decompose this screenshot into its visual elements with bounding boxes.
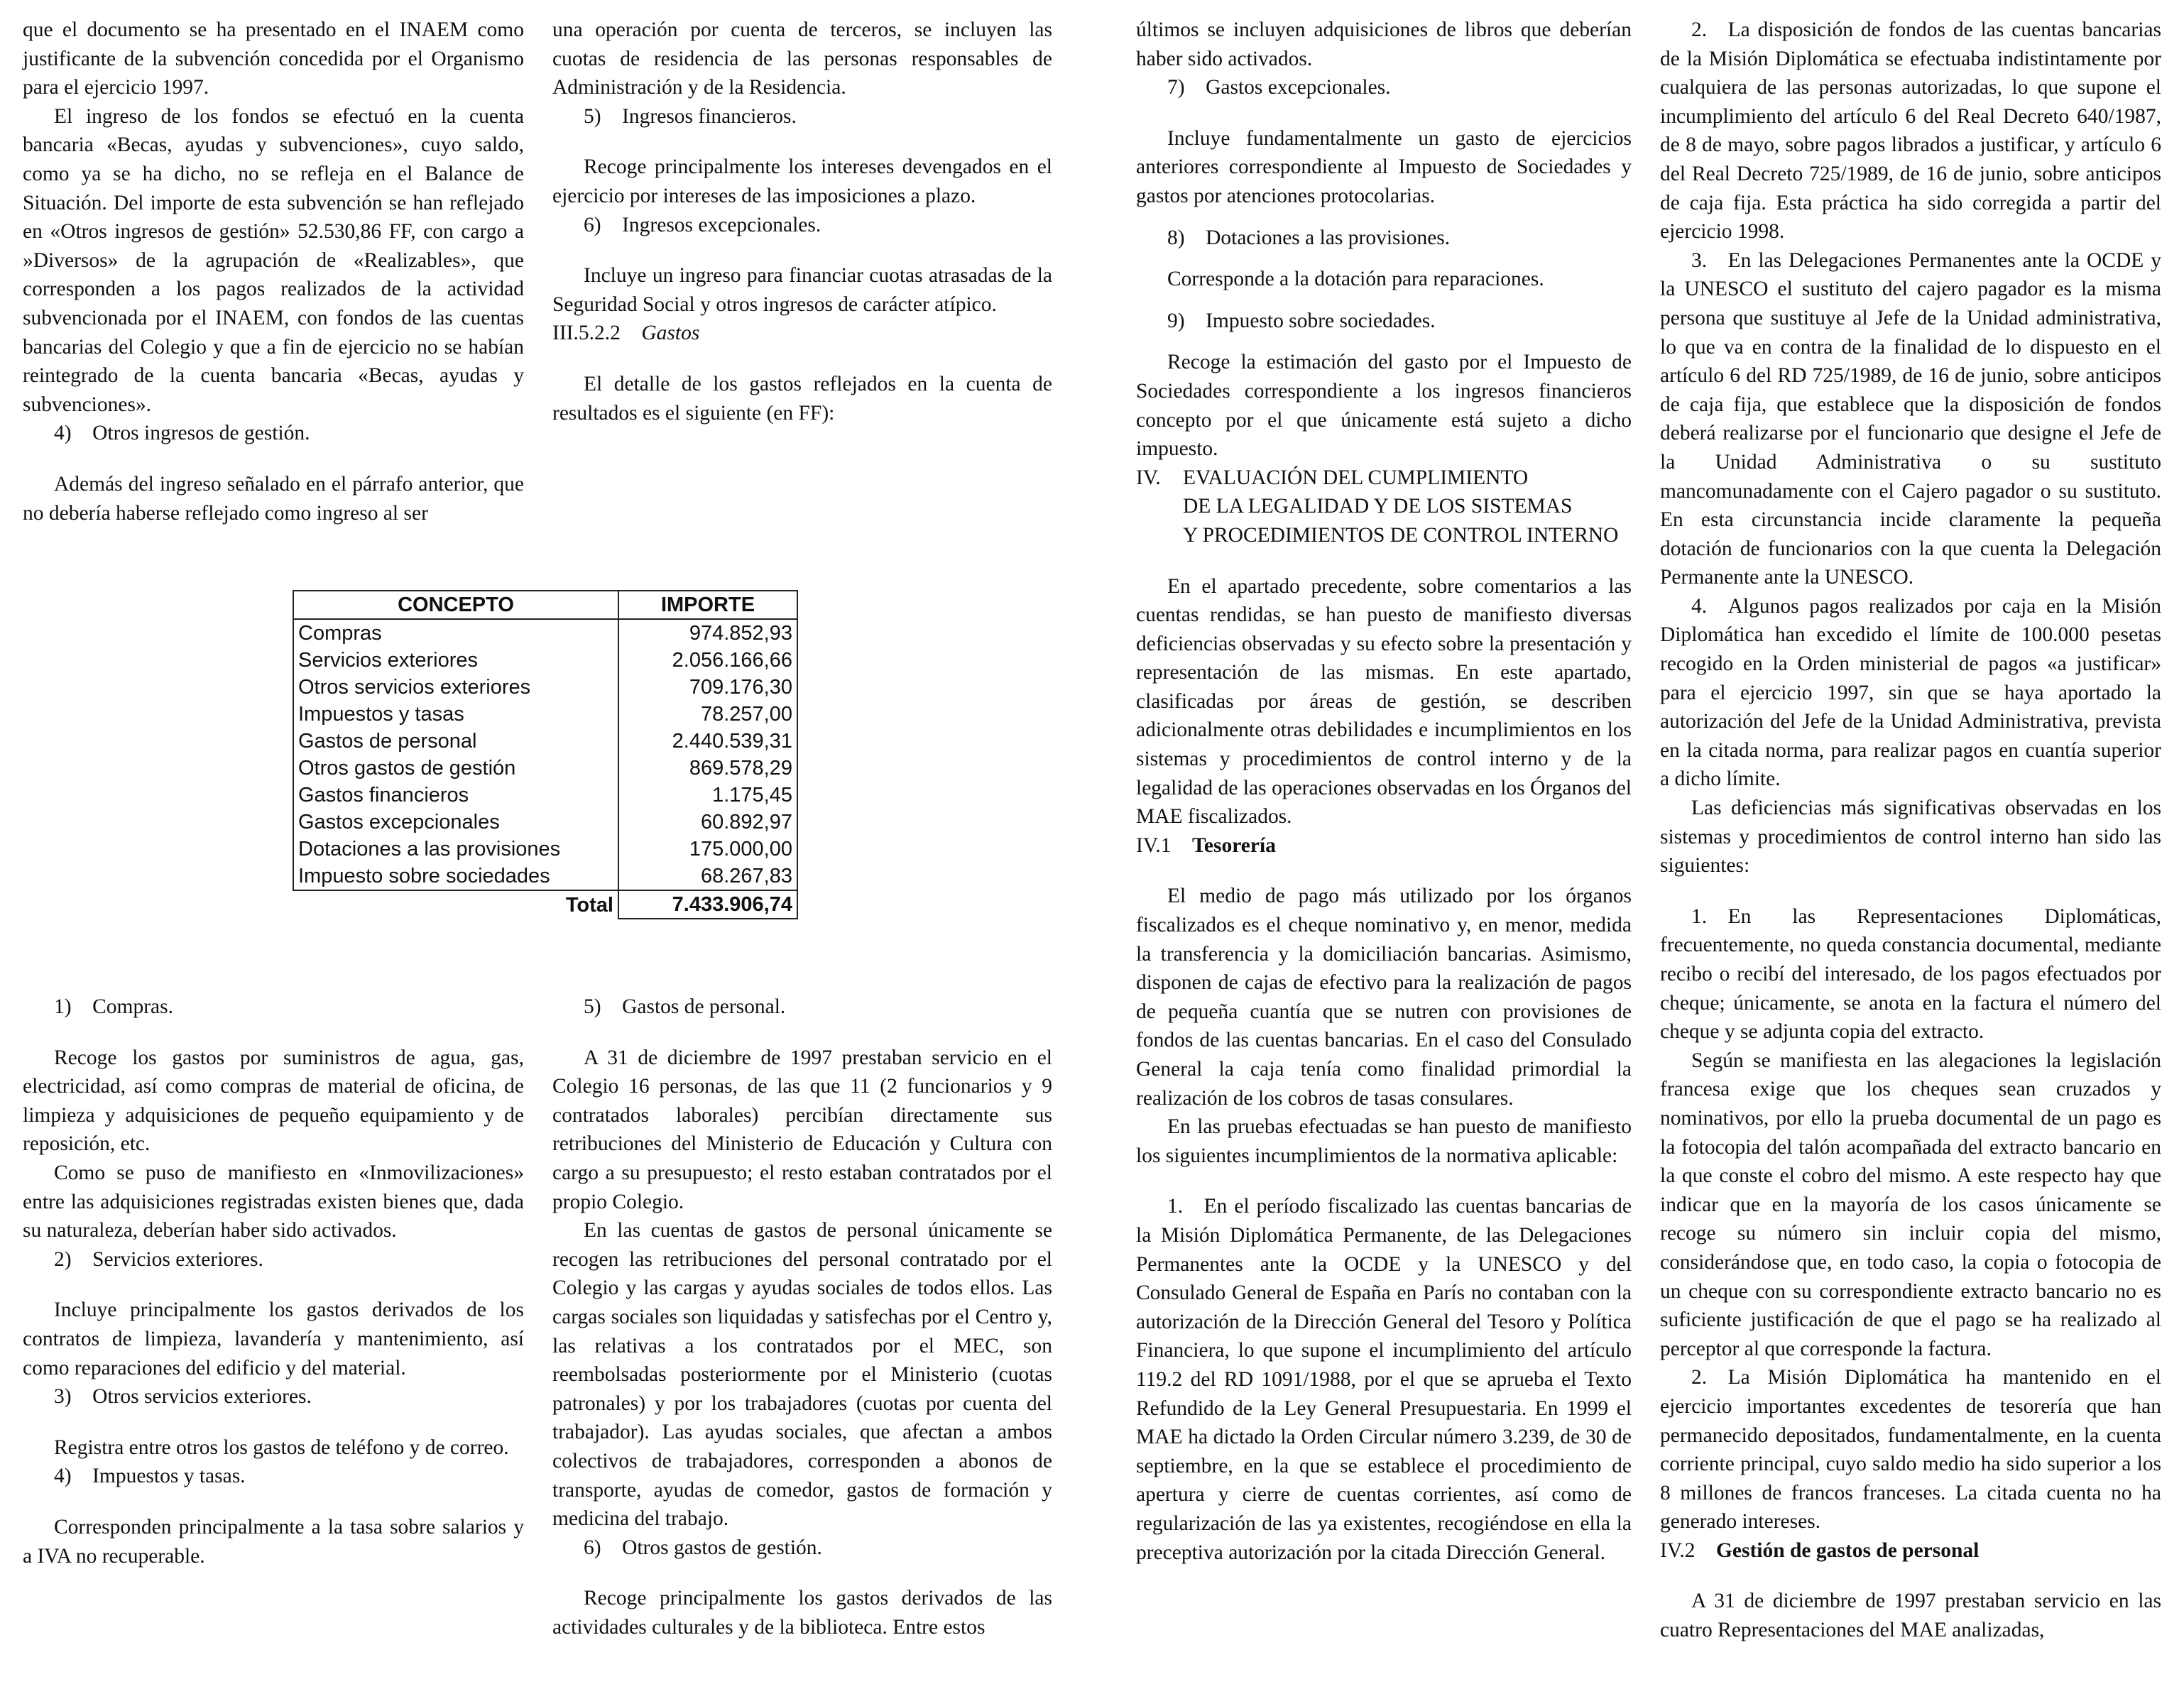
paragraph: En las pruebas efectuadas se han puesto de manifiesto los siguientes incumplimientos de la normativa aplicable:: [1136, 1115, 1632, 1167]
paragraph: El medio de pago más utilizado por los órganos fiscalizados es el cheque nominativo y, en menor, medida la transferencia y la domiciliación bancarias. Asimismo, disponen de cajas de efectivo para la realización de pagos de pequeña cuantía que se nutren con provisiones de fondos de las cuentas bancarias. En el caso del Consulado General la caja tenía como finalidad primordial la realización de los cobros de tasas consulares.: [1136, 885, 1632, 1110]
paragraph: En las cuentas de gastos de personal únicamente se recogen las retribuciones del personal contratado por el Colegio y las cargas y ayudas sociales de todos ellos. Las cargas sociales son liquidadas y satisfechas por el Centro y, las relativas a los contratados por el MEC, son reembolsadas posteriormente por el Ministerio (cuotas patronales) y por los trabajadores (cuotas por cuenta del trabajador). Las ayudas sociales, que afectan a ambos colectivos de trabajadores, corresponden a abonos de transporte, ayudas de comedor, gastos de formación y medicina del trabajo.: [552, 1219, 1052, 1531]
concept-cell: Servicios exteriores: [293, 647, 618, 674]
table-total-row: [293, 890, 797, 919]
paragraph: 1. En el período fiscalizado las cuentas bancarias de la Misión Diplomática Permanente, de las Delegaciones Permanentes ante la OCDE y la UNESCO y del Consulado General de España en París no contaban con la autorización de la Dirección General del Tesoro y Política Financiera, lo que supone el incumplimiento del artículo 119.2 del RD 1091/1988, por el que se aprueba el Texto Refundido de la Ley General Presupuestaria. En 1999 el MAE ha dictado la Orden Circular número 3.239, de 30 de septiembre, en la que se establece el procedimiento de apertura y cierre de cuentas corrientes, así como de regularización de las ya existentes, recogiéndose en ella la preceptiva autorización por la citada Dirección General.: [1136, 1195, 1632, 1564]
section-title-line: Y PROCEDIMIENTOS DE CONTROL INTERNO: [1183, 523, 1619, 547]
paragraph: 4. Algunos pagos realizados por caja en la Misión Diplomática han excedido el límite de 100.000 pesetas recogido en la Orden ministerial de pagos «a justificar» para el ejercicio 1997, sin que se haya aportado la autorización del Jefe de la Unidad Administrativa, prevista en la citada norma, para realizar pagos en cuantía superior a dicho límite.: [1660, 594, 2161, 791]
column-3: [1136, 16, 1632, 1567]
amount-cell: 869.578,29: [618, 755, 797, 782]
column-2: [552, 16, 1052, 427]
heading-title: Gestión de gastos de personal: [1715, 1538, 1980, 1562]
list-item: 6) Ingresos excepcionales.: [584, 213, 821, 236]
table-row: [293, 755, 797, 782]
table-row: [293, 836, 797, 863]
list-item: 3) Otros servicios exteriores.: [54, 1385, 312, 1409]
expenses-table: [293, 590, 798, 919]
amount-cell: 974.852,93: [618, 619, 797, 647]
list-item: 4) Otros ingresos de gestión.: [54, 422, 310, 445]
paragraph: En el apartado precedente, sobre comentarios a las cuentas rendidas, se han puesto de manifiesto diversas deficiencias observadas y su efecto sobre la presentación y representación de las mismas. En este apartado, clasificadas por áreas de gestión, se describen adicionalmente otras debilidades e incumplimientos en los sistemas y procedimientos de control interno y de la legalidad de las operaciones observadas en los Órganos del MAE fiscalizados.: [1136, 574, 1632, 829]
column-1: [23, 16, 524, 528]
concept-cell: Compras: [293, 619, 618, 647]
table-row: [293, 619, 797, 647]
table-row: [293, 647, 797, 674]
paragraph: A 31 de diciembre de 1997 prestaban servicio en el Colegio 16 personas, de las que 11 (2 funcionarios y 9 contratados laborales) percibían directamente sus retribuciones del Ministerio de Educación y Cultura con cargo a su presupuesto; el resto estaban contratados por el propio Colegio.: [552, 1046, 1052, 1213]
table-row: [293, 782, 797, 809]
list-item: 5) Gastos de personal.: [584, 995, 786, 1018]
list-item: 2) Servicios exteriores.: [54, 1247, 263, 1271]
amount-cell: 2.056.166,66: [618, 647, 797, 674]
list-item: 8) Dotaciones a las provisiones.: [1167, 226, 1451, 249]
concept-cell: Gastos financieros: [293, 782, 618, 809]
paragraph: Incluye fundamentalmente un gasto de ejercicios anteriores correspondiente al Impuesto de Sociedades y gastos por atenciones protocolarias.: [1136, 126, 1632, 207]
table-row: [293, 728, 797, 755]
paragraph: Recoge principalmente los intereses devengados en el ejercicio por intereses de las imposiciones a plazo.: [552, 155, 1052, 207]
paragraph: Recoge los gastos por suministros de agua, gas, electricidad, así como compras de material de oficina, de limpieza y adquisiciones de pequeño equipamiento y de reposición, etc.: [23, 1046, 524, 1156]
paragraph: Incluye un ingreso para financiar cuotas atrasadas de la Seguridad Social y otros ingresos de carácter atípico.: [552, 264, 1052, 316]
amount-cell: 60.892,97: [618, 809, 797, 836]
column-header-amount: IMPORTE: [618, 591, 797, 619]
column-4: [1660, 16, 2161, 1645]
paragraph: 2. La disposición de fondos de las cuentas bancarias de la Misión Diplomática se efectuaba indistintamente por cualquiera de las personas autorizadas, lo que supone el incumplimiento del artículo 6 del Real Decreto 640/1987, de 8 de mayo, sobre pagos librados a justificar, y artículo 6 del Real Decreto 725/1989, de 16 de junio, sobre anticipos de caja fija. Esta práctica ha sido corregida a partir del ejercicio 1998.: [1660, 18, 2161, 244]
amount-cell: 1.175,45: [618, 782, 797, 809]
column-1-lower: [23, 993, 524, 1570]
heading-title: Gastos: [641, 322, 700, 345]
paragraph: 1. En las Representaciones Diplomáticas, frecuentemente, no queda constancia documental, mediante recibo o recibí del interesado, de los pagos efectuados por cheque; únicamente, se anota en la factura el número del cheque y se adjunta copia del extracto.: [1660, 904, 2161, 1044]
section-heading: [552, 319, 1052, 348]
paragraph: El detalle de los gastos reflejados en la cuenta de resultados es el siguiente (en FF):: [552, 372, 1052, 425]
concept-cell: Impuesto sobre sociedades: [293, 863, 618, 890]
paragraph: Corresponden principalmente a la tasa sobre salarios y a IVA no recuperable.: [23, 1515, 524, 1568]
amount-cell: 2.440.539,31: [618, 728, 797, 755]
paragraph: Las deficiencias más significativas observadas en los sistemas y procedimientos de control interno han sido las siguientes:: [1660, 797, 2161, 878]
concept-cell: Otros servicios exteriores: [293, 674, 618, 701]
paragraph: últimos se incluyen adquisiciones de libros que deberían haber sido activados.: [1136, 18, 1632, 70]
section-heading: [1136, 464, 1632, 550]
paragraph: Además del ingreso señalado en el párrafo anterior, que no debería haberse reflejado como ingreso al ser: [23, 472, 524, 525]
concept-cell: Impuestos y tasas: [293, 701, 618, 728]
paragraph: El ingreso de los fondos se efectuó en la cuenta bancaria «Becas, ayudas y subvenciones», cuyo saldo, como ya se ha dicho, no se refleja en el Balance de Situación. Del importe de esta subvención se han reflejado en «Otros ingresos de gestión» 52.530,86 FF, con cargo a »Diversos» de la agrupación de «Realizables», que corresponden a los pagos realizados de la actividad subvencionada por el INAEM, con fondos de las cuentas bancarias del Colegio y que a fin de ejercicio no se habían reintegrado de la cuenta bancaria «Becas, ayudas y subvenciones».: [23, 104, 524, 416]
table-row: [293, 701, 797, 728]
section-title-line: EVALUACIÓN DEL CUMPLIMIENTO: [1183, 466, 1529, 489]
list-item: 6) Otros gastos de gestión.: [584, 1536, 822, 1559]
paragraph: A 31 de diciembre de 1997 prestaban servicio en las cuatro Representaciones del MAE analizadas,: [1660, 1590, 2161, 1642]
paragraph: Recoge la estimación del gasto por el Impuesto de Sociedades correspondiente a los ingresos financieros concepto por el que únicamente está sujeto a dicho impuesto.: [1136, 351, 1632, 461]
paragraph: Recoge principalmente los gastos derivados de las actividades culturales y de la biblioteca. Entre estos: [552, 1587, 1052, 1639]
section-title-line: DE LA LEGALIDAD Y DE LOS SISTEMAS: [1183, 495, 1573, 518]
list-item: 5) Ingresos financieros.: [584, 104, 797, 128]
column-2-lower: [552, 993, 1052, 1641]
amount-cell: 68.267,83: [618, 863, 797, 890]
heading-number: IV.1: [1136, 833, 1172, 857]
total-label: Total: [293, 890, 618, 919]
table-header-row: [293, 591, 797, 619]
subsection-heading: [1660, 1536, 2161, 1565]
amount-cell: 175.000,00: [618, 836, 797, 863]
subsection-heading: [1136, 831, 1632, 860]
paragraph: 3. En las Delegaciones Permanentes ante la OCDE y la UNESCO el sustituto del cajero pagador es la misma persona que sustituye al Jefe de la Unidad administrativa, lo que va en contra de la finalidad de lo dispuesto en el artículo 6 del RD 725/1989, de 16 de junio, sobre anticipos de caja fija, que establece que la disposición de fondos deberá realizarse por el funcionario que designe el Jefe de la Unidad Administrativa o su sustituto mancomunadamente con el Cajero pagador o su sustituto. En esta circunstancia incide claramente la pequeña dotación de funcionarios con la que cuenta la Delegación Permanente ante la UNESCO.: [1660, 248, 2161, 589]
concept-cell: Otros gastos de gestión: [293, 755, 618, 782]
paragraph: Como se puso de manifiesto en «Inmovilizaciones» entre las adquisiciones registradas existen bienes que, dada su naturaleza, deberían haber sido activados.: [23, 1161, 524, 1242]
heading-number: III.5.2.2: [552, 322, 621, 345]
column-header-concept: CONCEPTO: [293, 591, 618, 619]
paragraph: 2. La Misión Diplomática ha mantenido en el ejercicio importantes excedentes de tesorería que han permanecido depositados, fundamentalmente, en la cuenta corriente principal, cuyo saldo medio ha sido superior a los 8 millones de francos franceses. La citada cuenta no ha generado intereses.: [1660, 1366, 2161, 1534]
list-item: 4) Impuestos y tasas.: [54, 1465, 246, 1488]
paragraph: Corresponde a la dotación para reparaciones.: [1167, 268, 1544, 291]
list-item: 7) Gastos excepcionales.: [1167, 76, 1391, 99]
concept-cell: Dotaciones a las provisiones: [293, 836, 618, 863]
paragraph: que el documento se ha presentado en el INAEM como justificante de la subvención concedida por el Organismo para el ejercicio 1997.: [23, 18, 524, 99]
total-amount: 7.433.906,74: [618, 890, 797, 919]
paragraph: Según se manifiesta en las alegaciones la legislación francesa exige que los cheques sean cruzados y nominativos, por ello la prueba documental de un pago es la fotocopia del talón acompañada del extracto bancario en la que conste el cobro del mismo. A este respecto hay que indicar que en la mayoría de los casos únicamente se recoge su número sin incluir copia del mismo, considerándose que, en todo caso, la copia o fotocopia de un cheque con su correspondiente extracto bancario no es suficiente justificación de que el pago se ha realizado al perceptor al que corresponde la factura.: [1660, 1049, 2161, 1360]
paragraph: Registra entre otros los gastos de teléfono y de correo.: [54, 1436, 509, 1459]
heading-title: Tesorería: [1191, 833, 1276, 857]
concept-cell: Gastos excepcionales: [293, 809, 618, 836]
table-row: [293, 809, 797, 836]
paragraph: Incluye principalmente los gastos derivados de los contratos de limpieza, lavandería y mantenimiento, así como reparaciones del edificio y del material.: [23, 1299, 524, 1379]
paragraph: una operación por cuenta de terceros, se incluyen las cuotas de residencia de las personas responsables de Administración y de la Residencia.: [552, 18, 1052, 99]
list-item: 9) Impuesto sobre sociedades.: [1167, 309, 1436, 332]
table-row: [293, 863, 797, 890]
section-number: IV.: [1136, 466, 1161, 489]
concept-cell: Gastos de personal: [293, 728, 618, 755]
table-row: [293, 674, 797, 701]
list-item: 1) Compras.: [54, 995, 173, 1018]
amount-cell: 709.176,30: [618, 674, 797, 701]
amount-cell: 78.257,00: [618, 701, 797, 728]
heading-number: IV.2: [1660, 1538, 1696, 1562]
